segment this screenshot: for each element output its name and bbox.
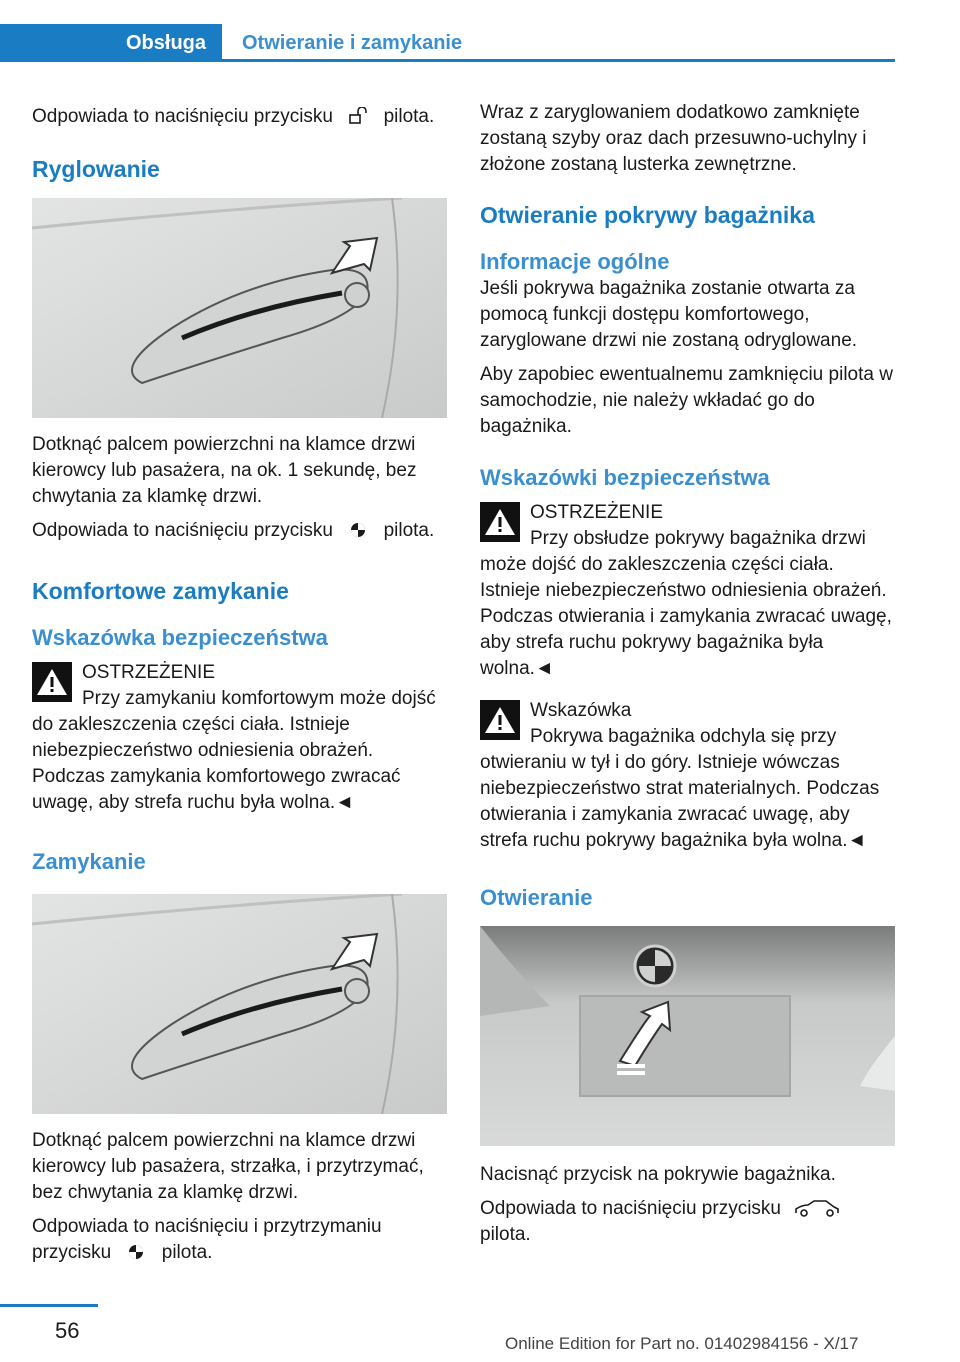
tab-otwieranie-i-zamykanie[interactable] (242, 24, 462, 62)
heading-wskazowka-bezpieczenstwa: Wskazówka bezpieczeństwa (32, 625, 328, 650)
warning-text: Przy zamykaniu komfortowym może dojść do zakleszczenia części ciała. Istnieje niebezpieczeństwo odniesienia obrażeń. Podczas zamykania komfortowego zwracać uwagę, aby strefa ruchu była wolna.◄ (32, 688, 436, 813)
trunk-illustration (480, 926, 895, 1146)
header-rule (0, 59, 895, 62)
trunk-instruction: Nacisnąć przycisk na pokrywie bagażnika. (480, 1164, 836, 1185)
lock-button-note (32, 104, 447, 130)
text: pilota. (480, 1224, 531, 1245)
heading-otwieranie-pokrywy: Otwieranie pokrywy bagażnika (480, 202, 815, 228)
door-handle-illustration (32, 198, 447, 418)
lock-instruction: Dotknąć palcem powierzchni na klamce drzwi kierowcy lub pasażera, strzałka, i przytrzymać, bez chwytania za klamkę drzwi. (32, 1130, 424, 1203)
right-column (480, 100, 895, 1248)
tab-obsluga[interactable] (0, 24, 222, 62)
note-title: Wskazówka (530, 700, 632, 721)
heading-wskazowki-bezpieczenstwa: Wskazówki bezpieczeństwa (480, 465, 770, 490)
trunk-image (480, 926, 895, 1146)
button-note (32, 518, 447, 544)
door-handle-image-2 (32, 894, 447, 1114)
bmw-button-icon (122, 1243, 150, 1261)
general-info-2: Aby zapobiec ewentualnemu zamknięciu pilota w samochodzie, nie należy wkładać go do bagażnika. (480, 364, 893, 437)
note-text: Pokrywa bagażnika odchyla się przy otwieraniu w tył i do góry. Istnieje wówczas niebezpieczeństwo strat materialnych. Podczas otwierania i zamykania zwracać uwagę, aby strefa ruchu pokrywy bagażnika była wolna.◄ (480, 726, 880, 851)
locking-info: Wraz z zaryglowaniem dodatkowo zamknięte zostaną szyby oraz dach przesuwno-uchylny i złożone zostaną lusterka zewnętrzne. (480, 102, 867, 175)
door-handle-image-1 (32, 198, 447, 418)
tab-section-label: Otwieranie i zamykanie (242, 31, 463, 54)
heading-komfortowe-zamykanie: Komfortowe zamykanie (32, 578, 289, 604)
bmw-button-icon (344, 521, 372, 539)
heading-ryglowanie: Ryglowanie (32, 156, 160, 182)
warning-title: OSTRZEŻENIE (82, 662, 216, 683)
warning-icon (32, 662, 72, 702)
warning-text: Przy obsłudze pokrywy bagażnika drzwi może dojść do zakleszczenia części ciała. Istnieje niebezpieczeństwo odniesienia obrażeń. Podczas otwierania i zamykania zwracać uwagę, aby strefa ruchu pokrywy bagażnika była wolna.◄ (480, 528, 892, 679)
text: Odpowiada to naciśnięciu przycisku (32, 106, 333, 127)
text: pilota. (383, 520, 435, 541)
unlock-icon (344, 107, 372, 125)
warning-title: OSTRZEŻENIE (530, 502, 664, 523)
door-handle-illustration (32, 894, 447, 1114)
heading-informacje-ogolne: Informacje ogólne (480, 249, 670, 274)
footer-rule (0, 1304, 98, 1307)
unlock-instruction: Dotknąć palcem powierzchni na klamce drzwi kierowcy lub pasażera, na ok. 1 sekundę, bez chwytania za klamkę drzwi. (32, 434, 417, 507)
heading-zamykanie: Zamykanie (32, 849, 146, 874)
warning-icon (480, 700, 520, 740)
warning-block (32, 660, 447, 816)
left-column (32, 100, 447, 1266)
text: Odpowiada to naciśnięciu przycisku (480, 1198, 781, 1219)
header-tabs (0, 24, 895, 62)
car-button-note (480, 1196, 895, 1248)
warning-icon (480, 502, 520, 542)
page-number: 56 (55, 1318, 80, 1343)
text: Odpowiada to naciśnięciu przycisku (32, 520, 333, 541)
edition-note: Online Edition for Part no. 01402984156 - X/17 (505, 1334, 859, 1353)
text: pilota. (161, 1242, 213, 1263)
warning-block (480, 500, 895, 682)
note-block (480, 698, 895, 854)
hold-button-note (32, 1214, 447, 1266)
text: pilota. (383, 106, 435, 127)
heading-otwieranie: Otwieranie (480, 885, 593, 910)
general-info-1: Jeśli pokrywa bagażnika zostanie otwarta za pomocą funkcji dostępu komfortowego, zaryglowane drzwi nie zostaną odryglowane. (480, 278, 858, 351)
text: Odpowiada to naciśnięciu i przytrzymaniu przycisku (32, 1216, 382, 1263)
car-trunk-icon (792, 1199, 842, 1217)
tab-obsluga-label: Obsługa (125, 31, 206, 54)
